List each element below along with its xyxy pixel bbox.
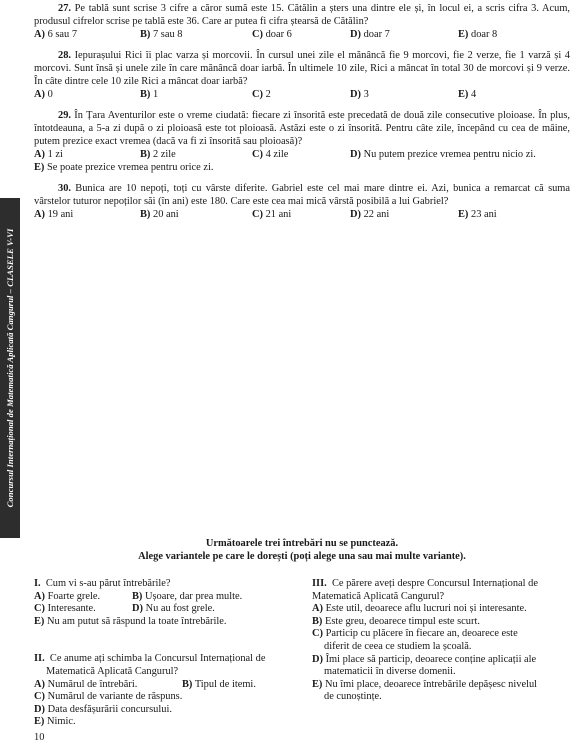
options-row xyxy=(34,88,570,101)
survey-q1-option-b[interactable]: B) Ușoare, dar prea multe. xyxy=(132,590,243,602)
option-a: A) 0 xyxy=(34,89,53,100)
problem-number: 29. xyxy=(58,110,71,121)
option-d: D) 22 ani xyxy=(350,209,390,220)
problem-number: 30. xyxy=(58,183,71,194)
option-c: C) doar 6 xyxy=(252,29,292,40)
option-e: E) 23 ani xyxy=(458,209,497,220)
survey-q3-option-b[interactable]: B) Este greu, deoarece timpul este scurt. xyxy=(312,615,480,627)
option-e: E) 4 xyxy=(458,89,477,100)
problem-text: Pe tablă sunt scrise 3 cifre a căror sumă este 15. Cătălin a șters una dintre ele și, în locul ei, a scris cifra 3. Acum, produsul cifrelor scrise pe tablă este 36. Care ar putea fi cifra ștearsă de Cătălin? xyxy=(34,3,570,27)
options-row xyxy=(34,28,570,41)
options-row xyxy=(34,148,570,161)
survey-q1-option-a[interactable]: A) Foarte grele. xyxy=(34,590,101,602)
option-b: B) 7 sau 8 xyxy=(140,29,183,40)
option-d: D) 3 xyxy=(350,89,369,100)
survey-q2-option-e[interactable]: E) Nimic. xyxy=(34,716,76,728)
problem-28 xyxy=(34,49,570,101)
option-a: A) 1 zi xyxy=(34,149,63,160)
sidebar-text: Concursul Internațional de Matematică Aplicată Cangurul – CLASELE V-VI xyxy=(5,228,15,508)
survey-question-2: II. Ce anume ați schimba la Concursul Internațional de xyxy=(34,653,266,665)
option-c: C) 21 ani xyxy=(252,209,292,220)
problem-27 xyxy=(34,2,570,41)
problem-30 xyxy=(34,182,570,221)
option-e: E) Se poate prezice vremea pentru orice zi. xyxy=(34,162,214,173)
survey-q2-option-b[interactable]: B) Tipul de itemi. xyxy=(182,678,256,690)
survey-q3-option-a[interactable]: A) Este util, deoarece aflu lucruri noi și interesante. xyxy=(312,603,527,615)
survey-heading: Următoarele trei întrebări nu se punctează. xyxy=(205,538,399,549)
options-row xyxy=(34,208,570,221)
survey-section xyxy=(34,538,570,728)
problem-number: 28. xyxy=(58,50,71,61)
option-c: C) 4 zile xyxy=(252,149,289,160)
survey-question-3: III. Ce părere aveți despre Concursul Internațional de xyxy=(312,578,538,589)
survey-q2-option-a[interactable]: A) Numărul de întrebări. xyxy=(34,678,138,690)
option-e: E) doar 8 xyxy=(458,29,498,40)
page-number: 10 xyxy=(34,732,45,743)
survey-q3-option-e[interactable]: E) Nu îmi place, deoarece întrebările depășesc nivelul xyxy=(312,678,538,690)
problems-section xyxy=(34,2,570,229)
problem-text: Bunica are 10 nepoți, toți cu vârste diferite. Gabriel este cel mai mare dintre ei. Azi, bunica a remarcat că suma vârstelor tuturor nepoților săi (în ani) este 180. Care este cea mai mică vârstă posibilă a lui Gabriel? xyxy=(34,183,571,207)
problem-number: 27. xyxy=(58,3,71,14)
option-a: A) 6 sau 7 xyxy=(34,29,78,40)
survey-right-column: III. Ce părere aveți despre Concursul Internațional de Matematică Aplicată Cangurul? A) Este util, deoarece aflu lucruri noi și interesante. B) Este greu, deoarece timpul este scurt. C) Particip cu plăcere în fiecare an, deoarece este diferit de ceea ce studiem la școală. D) Îmi place să particip, deoarece conține aplicații ale matematicii în diverse domenii. E) Nu îmi place, deoarece întrebările depășesc nivelul de cunoștințe. xyxy=(312,578,570,704)
survey-q2-option-d[interactable]: D) Data desfășurării concursului. xyxy=(34,703,172,715)
survey-q1-option-e[interactable]: E) Nu am putut să răspund la toate întrebările. xyxy=(34,615,227,627)
option-d: D) doar 7 xyxy=(350,29,390,40)
survey-q2-option-c[interactable]: C) Numărul de variante de răspuns. xyxy=(34,691,183,703)
option-b: B) 2 zile xyxy=(140,149,176,160)
survey-q3-option-d[interactable]: D) Îmi place să particip, deoarece conține aplicații ale xyxy=(312,653,537,665)
option-b: B) 1 xyxy=(140,89,159,100)
survey-question-1: I. Cum vi s-au părut întrebările? xyxy=(34,578,171,589)
survey-instructions: Alege variantele pe care le dorești (poți alege una sau mai multe variante). xyxy=(138,550,466,562)
option-b: B) 20 ani xyxy=(140,209,179,220)
option-c: C) 2 xyxy=(252,89,271,100)
problem-text: Iepurașului Rici îi plac varza și morcovii. În cursul unei zile el mănâncă fie 9 morcovi, fie 2 verze, fie 1 varză și 4 morcovi. Sunt însă și unele zile în care mănâncă doar iarbă. În ultimele 10 zile, Rici a mâncat în total 30 de morcovi și 9 verze. În câte dintre cele 10 zile Rici a mâncat doar iarbă? xyxy=(34,50,570,87)
survey-q3-option-c[interactable]: C) Particip cu plăcere în fiecare an, deoarece este xyxy=(312,628,518,640)
option-d: D) Nu putem prezice vremea pentru nicio zi. xyxy=(350,149,536,160)
option-a: A) 19 ani xyxy=(34,209,74,220)
problem-text: În Țara Aventurilor este o vreme ciudată: fiecare zi însorită este precedată de două zile consecutive ploioase. În plus, întotdeauna, a 5-a zi după o zi ploioasă este tot ploioasă. Astăzi este o zi însorită. Pentru câte zile, începând cu cea de mâine, putem prezice exact vremea (dacă va fi zi însorită sau ploioasă)? xyxy=(34,110,570,147)
problem-29 xyxy=(34,109,570,174)
sidebar-banner xyxy=(0,198,20,538)
survey-q1-option-d[interactable]: D) Nu au fost grele. xyxy=(132,603,215,615)
survey-q1-option-c[interactable]: C) Interesante. xyxy=(34,603,96,615)
survey-left-column: I. Cum vi s-au părut întrebările? A) Foarte grele. B) Ușoare, dar prea multe. C) Interesante. D) Nu au fost grele. E) Nu am putut să răspund la toate întrebările. II. Ce anume ați schimba la Concursul Internațional de Matematică Aplicată Cangurul? A) Numărul de întrebări. B) Tipul de itemi. C) Numărul de variante de răspuns. D) Data desfășurării concursului. E) Nimic. xyxy=(34,578,292,729)
